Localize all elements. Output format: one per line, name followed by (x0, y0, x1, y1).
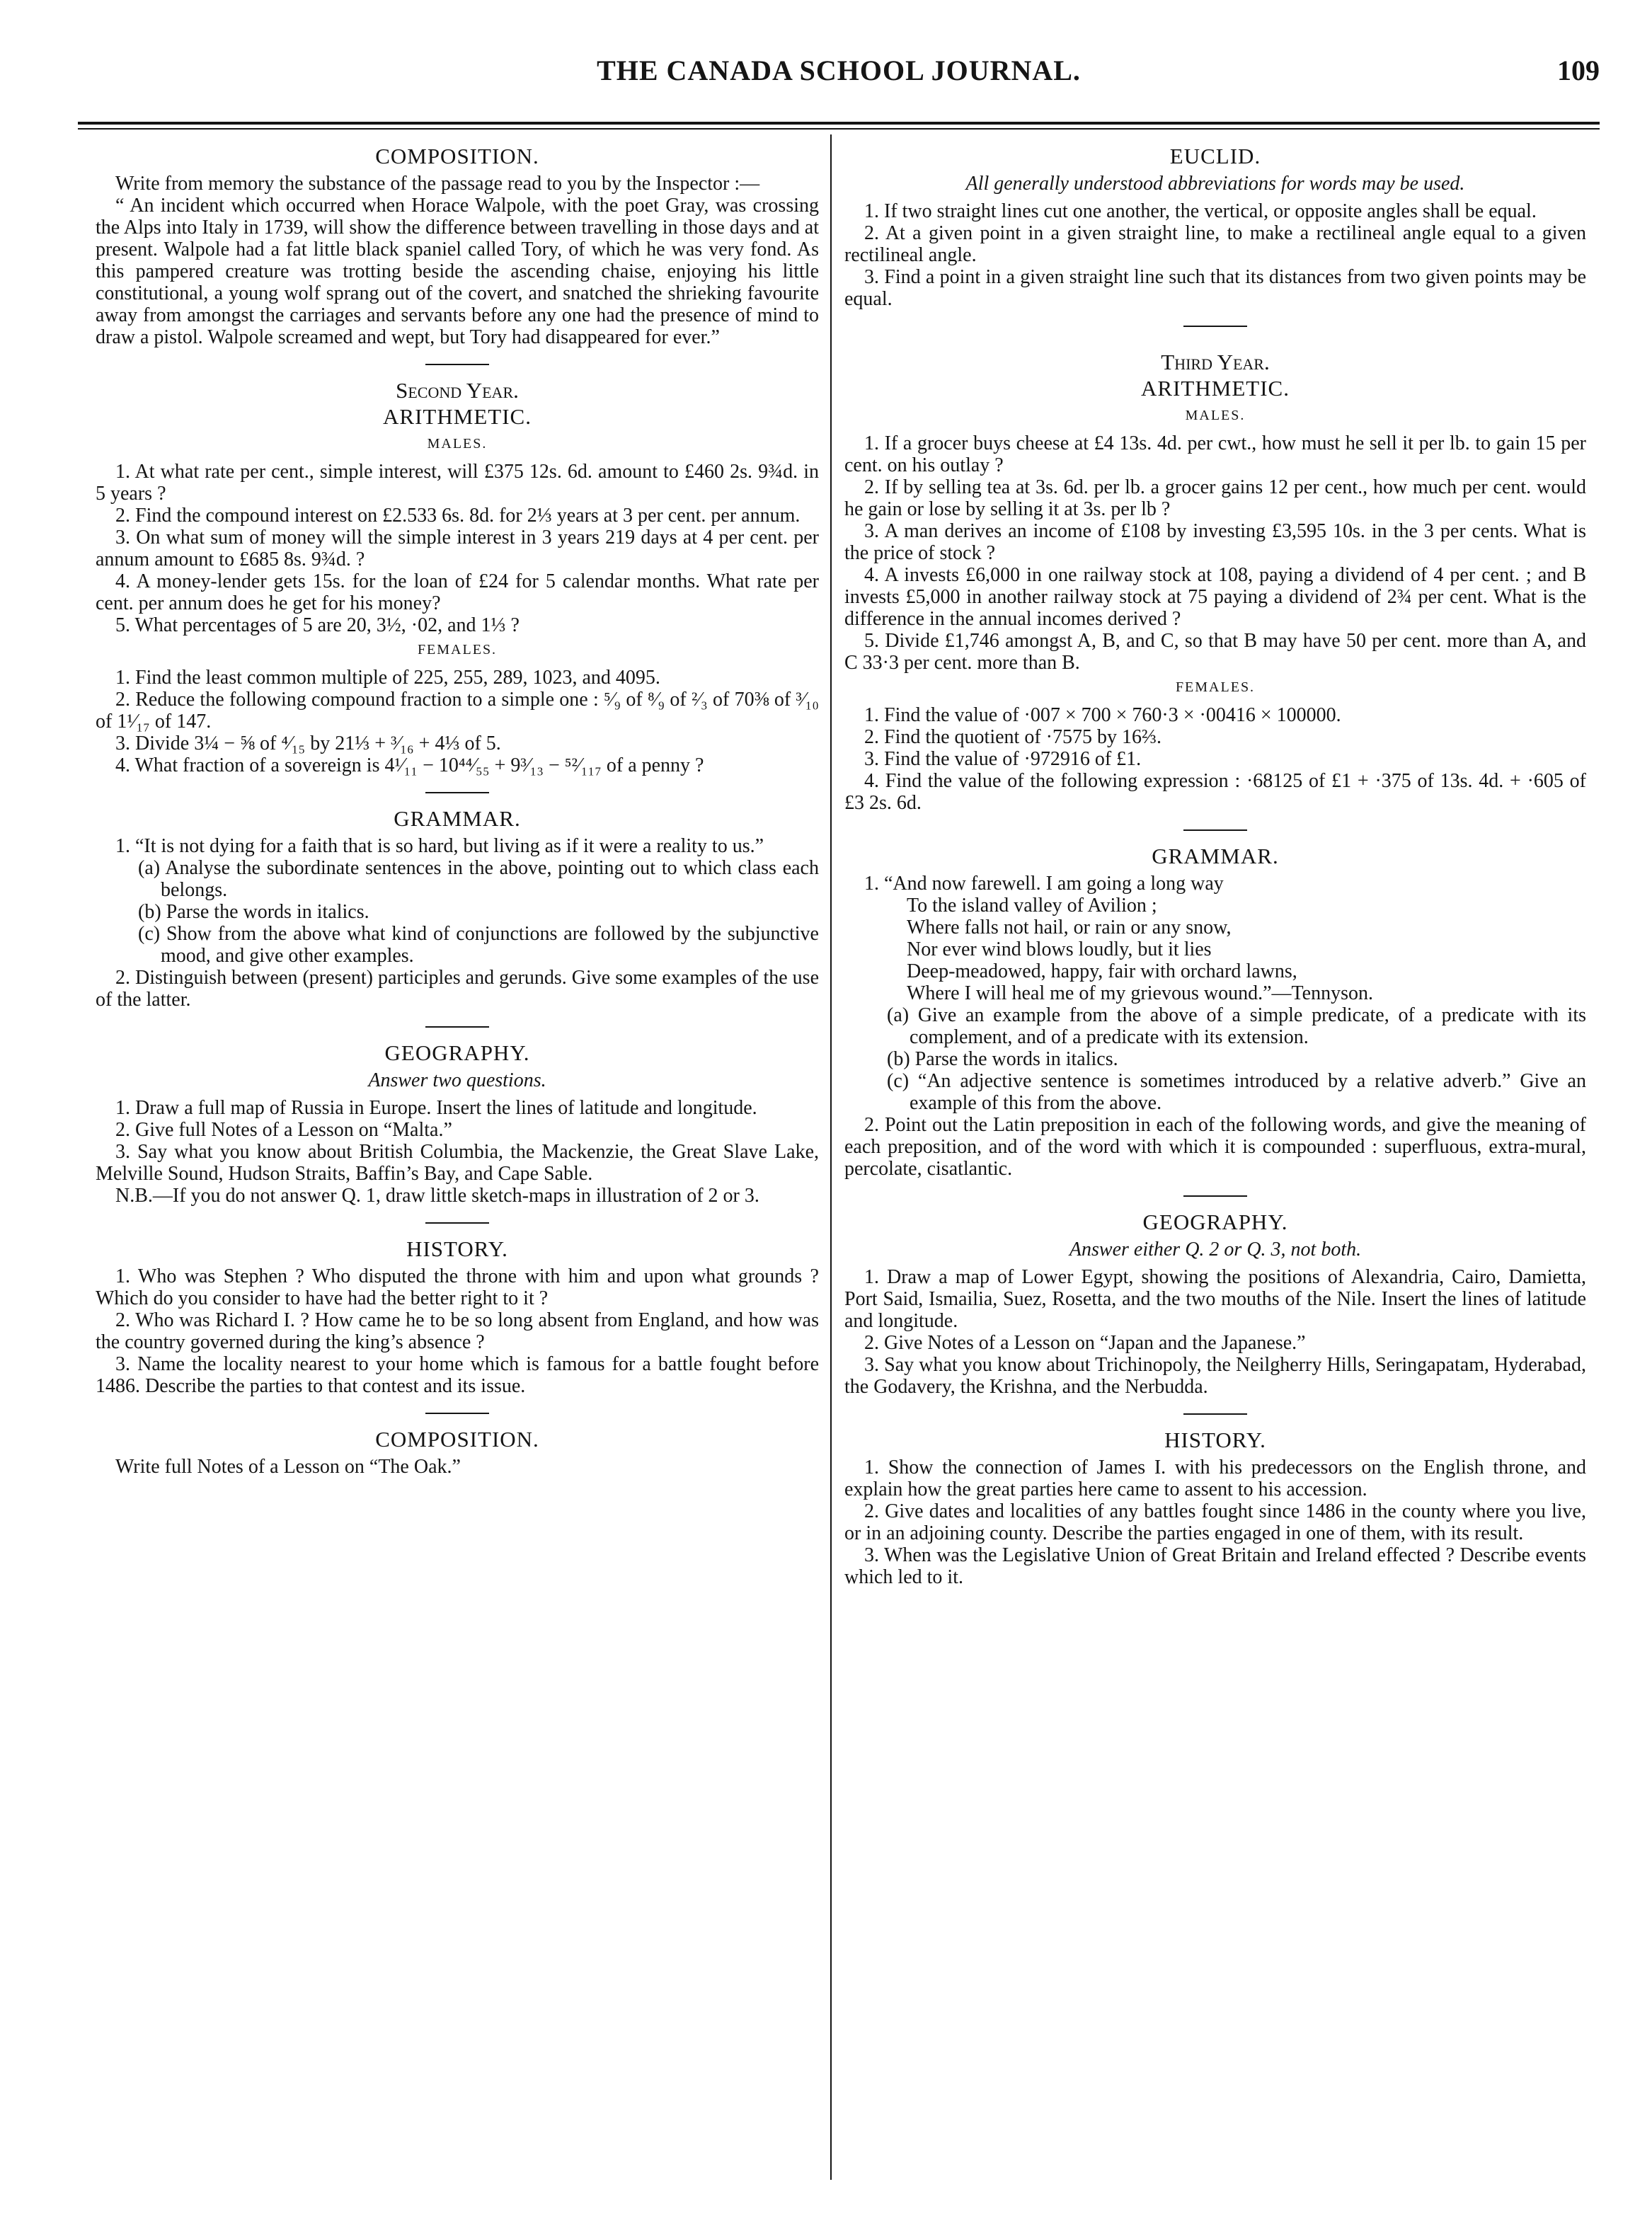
section-divider (425, 1413, 489, 1414)
sub-question: (a) Analyse the subordinate sentences in the above, pointing out to which class each belongs. (138, 857, 819, 901)
section-divider (425, 1026, 489, 1028)
composition-heading-2: COMPOSITION. (375, 1427, 539, 1452)
geography-heading: GEOGRAPHY. (1142, 1210, 1288, 1234)
males-subheading: MALES. (427, 436, 488, 452)
question: 1. At what rate per cent., simple interest, will £375 12s. 6d. amount to £460 2s. 9¾d. in 5 years ? (96, 461, 819, 505)
question: 2. Give Notes of a Lesson on “Japan and the Japanese.” (864, 1332, 1306, 1354)
section-divider (1183, 1195, 1247, 1197)
grammar-heading: GRAMMAR. (394, 806, 521, 831)
question: 5. Divide £1,746 amongst A, B, and C, so that B may have 50 per cent. more than A, and C 33·3 per cent. more than B. (844, 630, 1586, 674)
question: 3. Find the value of ·972916 of £1. (864, 748, 1142, 770)
question: 3. Say what you know about Trichinopoly, the Neilgherry Hills, Seringapatam, Hyderabad, the Godavery, the Krishna, and the Nerbudda. (844, 1354, 1586, 1398)
question: 5. What percentages of 5 are 20, 3½, ·02, and 1⅓ ? (115, 614, 520, 636)
arithmetic-heading: ARITHMETIC. (1141, 376, 1290, 401)
section-divider (1183, 1413, 1247, 1415)
question: 1. Who was Stephen ? Who disputed the throne with him and upon what grounds ? Which do you consider to have had the better right to it ? (96, 1265, 819, 1309)
question: 1. “And now farewell. I am going a long way (864, 873, 1224, 895)
females-subheading: FEMALES. (417, 642, 498, 657)
poem-line: To the island valley of Avilion ; (907, 895, 1157, 917)
question: 1. Find the value of ·007 × 700 × 760·3 × ·00416 × 100000. (864, 704, 1341, 726)
note: N.B.—If you do not answer Q. 1, draw little sketch-maps in illustration of 2 or 3. (115, 1185, 759, 1207)
second-year-heading: Second Year. (396, 378, 519, 403)
question: 1. “It is not dying for a faith that is so hard, but living as if it were a reality to us.” (115, 835, 764, 857)
section-divider (1183, 829, 1247, 831)
sub-question: (c) “An adjective sentence is sometimes introduced by a relative adverb.” Give an example of this from the above. (887, 1070, 1586, 1114)
geography-heading: GEOGRAPHY. (384, 1040, 530, 1065)
composition-intro: Write from memory the substance of the passage read to you by the Inspector :— (115, 173, 760, 195)
question: 3. Say what you know about British Columbia, the Mackenzie, the Great Slave Lake, Melville Sound, Hudson Straits, Baffin’s Bay, and Cape Sable. (96, 1141, 819, 1185)
question: 2. Find the compound interest on £2.533 6s. 8d. for 2⅓ years at 3 per cent. per annum. (115, 505, 801, 527)
journal-title: THE CANADA SCHOOL JOURNAL. (597, 54, 1081, 86)
page-header (78, 50, 1600, 106)
question: 2. Distinguish between (present) participles and gerunds. Give some examples of the use of the latter. (96, 967, 819, 1011)
question: 1. Draw a map of Lower Egypt, showing the positions of Alexandria, Cairo, Damietta, Port Said, Ismailia, Suez, Rosetta, and the two mouths of the Nile. Insert the lines of latitude and longitude. (844, 1266, 1586, 1332)
question: 3. Divide 3¼ − ⅝ of ⁴⁄₁₅ by 21⅓ + ³⁄₁₆ + 4⅓ of 5. (115, 733, 501, 754)
question: 2. Point out the Latin preposition in each of the following words, and give the meaning of each preposition, and of the word with which it is compounded : superfluous, extra-mural, percolate, cisatlantic. (844, 1114, 1586, 1180)
question: 3. Find a point in a given straight line such that its distances from two given points may be equal. (844, 266, 1586, 310)
header-rule-thin (78, 128, 1600, 130)
question: Write full Notes of a Lesson on “The Oak.” (115, 1456, 461, 1478)
composition-heading: COMPOSITION. (375, 144, 539, 168)
sub-question: (b) Parse the words in italics. (138, 901, 369, 923)
history-heading: HISTORY. (406, 1236, 508, 1261)
poem-line: Where falls not hail, or rain or any snow, (907, 917, 1232, 938)
question: 1. If two straight lines cut one another, the vertical, or opposite angles shall be equal. (864, 200, 1537, 222)
grammar-heading: GRAMMAR. (1152, 844, 1279, 868)
left-column (96, 145, 819, 1478)
question: 1. Find the least common multiple of 225, 255, 289, 1023, and 4095. (115, 667, 660, 689)
question: 4. A invests £6,000 in one railway stock at 108, paying a dividend of 4 per cent. ; and B invests £5,000 in another railway stock at 75 paying a dividend of 2¾ per cent. What is the difference in the annual incomes derived ? (844, 564, 1586, 630)
header-rule-thick (78, 122, 1600, 125)
question: 4. A money-lender gets 15s. for the loan of £24 for 5 calendar months. What rate per cent. per annum does he get for his money? (96, 570, 819, 614)
question: 2. Who was Richard I. ? How came he to be so long absent from England, and how was the country governed during the king’s absence ? (96, 1309, 819, 1353)
sub-question: (a) Give an example from the above of a simple predicate, of a predicate with its complement, and of a predicate with its extension. (887, 1004, 1586, 1048)
question: 2. At a given point in a given straight line, to make a rectilineal angle equal to a given rectilineal angle. (844, 222, 1586, 266)
question: 4. What fraction of a sovereign is 4¹⁄₁₁ − 10⁴⁴⁄₅₅ + 9³⁄₁₃ − ⁵²⁄₁₁₇ of a penny ? (115, 754, 704, 776)
question: 2. If by selling tea at 3s. 6d. per lb. a grocer gains 12 per cent., how much per cent. would he gain or lose by selling it at 3s. per lb ? (844, 476, 1586, 520)
question: 1. Draw a full map of Russia in Europe. Insert the lines of latitude and longitude. (115, 1097, 757, 1119)
history-heading: HISTORY. (1164, 1428, 1266, 1452)
question: 3. A man derives an income of £108 by investing £3,595 10s. in the 3 per cents. What is the price of stock ? (844, 520, 1586, 564)
question: 1. Show the connection of James I. with his predecessors on the English throne, and explain how the great parties here came to assent to his accession. (844, 1457, 1586, 1500)
section-divider (425, 1222, 489, 1224)
section-divider (1183, 326, 1247, 327)
males-subheading: MALES. (1185, 408, 1246, 423)
euclid-instruction: All generally understood abbreviations for words may be used. (965, 173, 1465, 195)
section-divider (425, 364, 489, 365)
question: 2. Reduce the following compound fraction to a simple one : ⁵⁄₉ of ⁸⁄₉ of ²⁄₃ of 70⅜ of ³⁄₁₀ of 1¹⁄₁₇ of 147. (96, 689, 819, 733)
question: 4. Find the value of the following expression : ·68125 of £1 + ·375 of 13s. 4d. + ·605 of £3 2s. 6d. (844, 770, 1586, 814)
question: 1. If a grocer buys cheese at £4 13s. 4d. per cwt., how must he sell it per lb. to gain 15 per cent. on his outlay ? (844, 432, 1586, 476)
question: 3. When was the Legislative Union of Great Britain and Ireland effected ? Describe events which led to it. (844, 1544, 1586, 1588)
geography-instruction: Answer either Q. 2 or Q. 3, not both. (1069, 1239, 1362, 1260)
geography-instruction: Answer two questions. (368, 1069, 546, 1091)
euclid-heading: EUCLID. (1169, 144, 1261, 168)
arithmetic-heading: ARITHMETIC. (383, 404, 532, 429)
sub-question: (b) Parse the words in italics. (887, 1048, 1118, 1070)
composition-passage: “ An incident which occurred when Horace Walpole, with the poet Gray, was crossing the Alps into Italy in 1739, will show the difference between travelling in those days and at present. Walpole had a fat little black spaniel called Tory, of which he was very fond. As this pampered creature was trotting beside the ascending chaise, enjoying his little constitutional, a young wolf sprang out of the covert, and snatched the shrieking favourite away from amongst the carriages and servants before any one had the presence of mind to draw a pistol. Walpole screamed and wept, but Tory had disappeared for ever.” (96, 195, 819, 348)
females-subheading: FEMALES. (1175, 679, 1256, 695)
question: 2. Give full Notes of a Lesson on “Malta.” (115, 1119, 452, 1141)
question: 2. Give dates and localities of any battles fought since 1486 in the county where you live, or in an adjoining county. Describe the parties engaged in one of them, with its result. (844, 1500, 1586, 1544)
third-year-heading: Third Year. (1161, 350, 1270, 374)
question: 2. Find the quotient of ·7575 by 16⅔. (864, 726, 1161, 748)
poem-line: Nor ever wind blows loudly, but it lies (907, 938, 1212, 960)
question: 3. On what sum of money will the simple interest in 3 years 219 days at 4 per cent. per annum amount to £685 8s. 9¾d. ? (96, 527, 819, 570)
poem-line: Deep-meadowed, happy, fair with orchard lawns, (907, 960, 1297, 982)
question: 3. Name the locality nearest to your home which is famous for a battle fought before 1486. Describe the parties to that contest and its issue. (96, 1353, 819, 1397)
poem-line: Where I will heal me of my grievous wound.”—Tennyson. (907, 982, 1373, 1004)
right-column (844, 145, 1586, 1588)
column-divider (830, 134, 832, 2180)
section-divider (425, 792, 489, 793)
sub-question: (c) Show from the above what kind of conjunctions are followed by the subjunctive mood, and give other examples. (138, 923, 819, 967)
page-number: 109 (1557, 54, 1600, 86)
